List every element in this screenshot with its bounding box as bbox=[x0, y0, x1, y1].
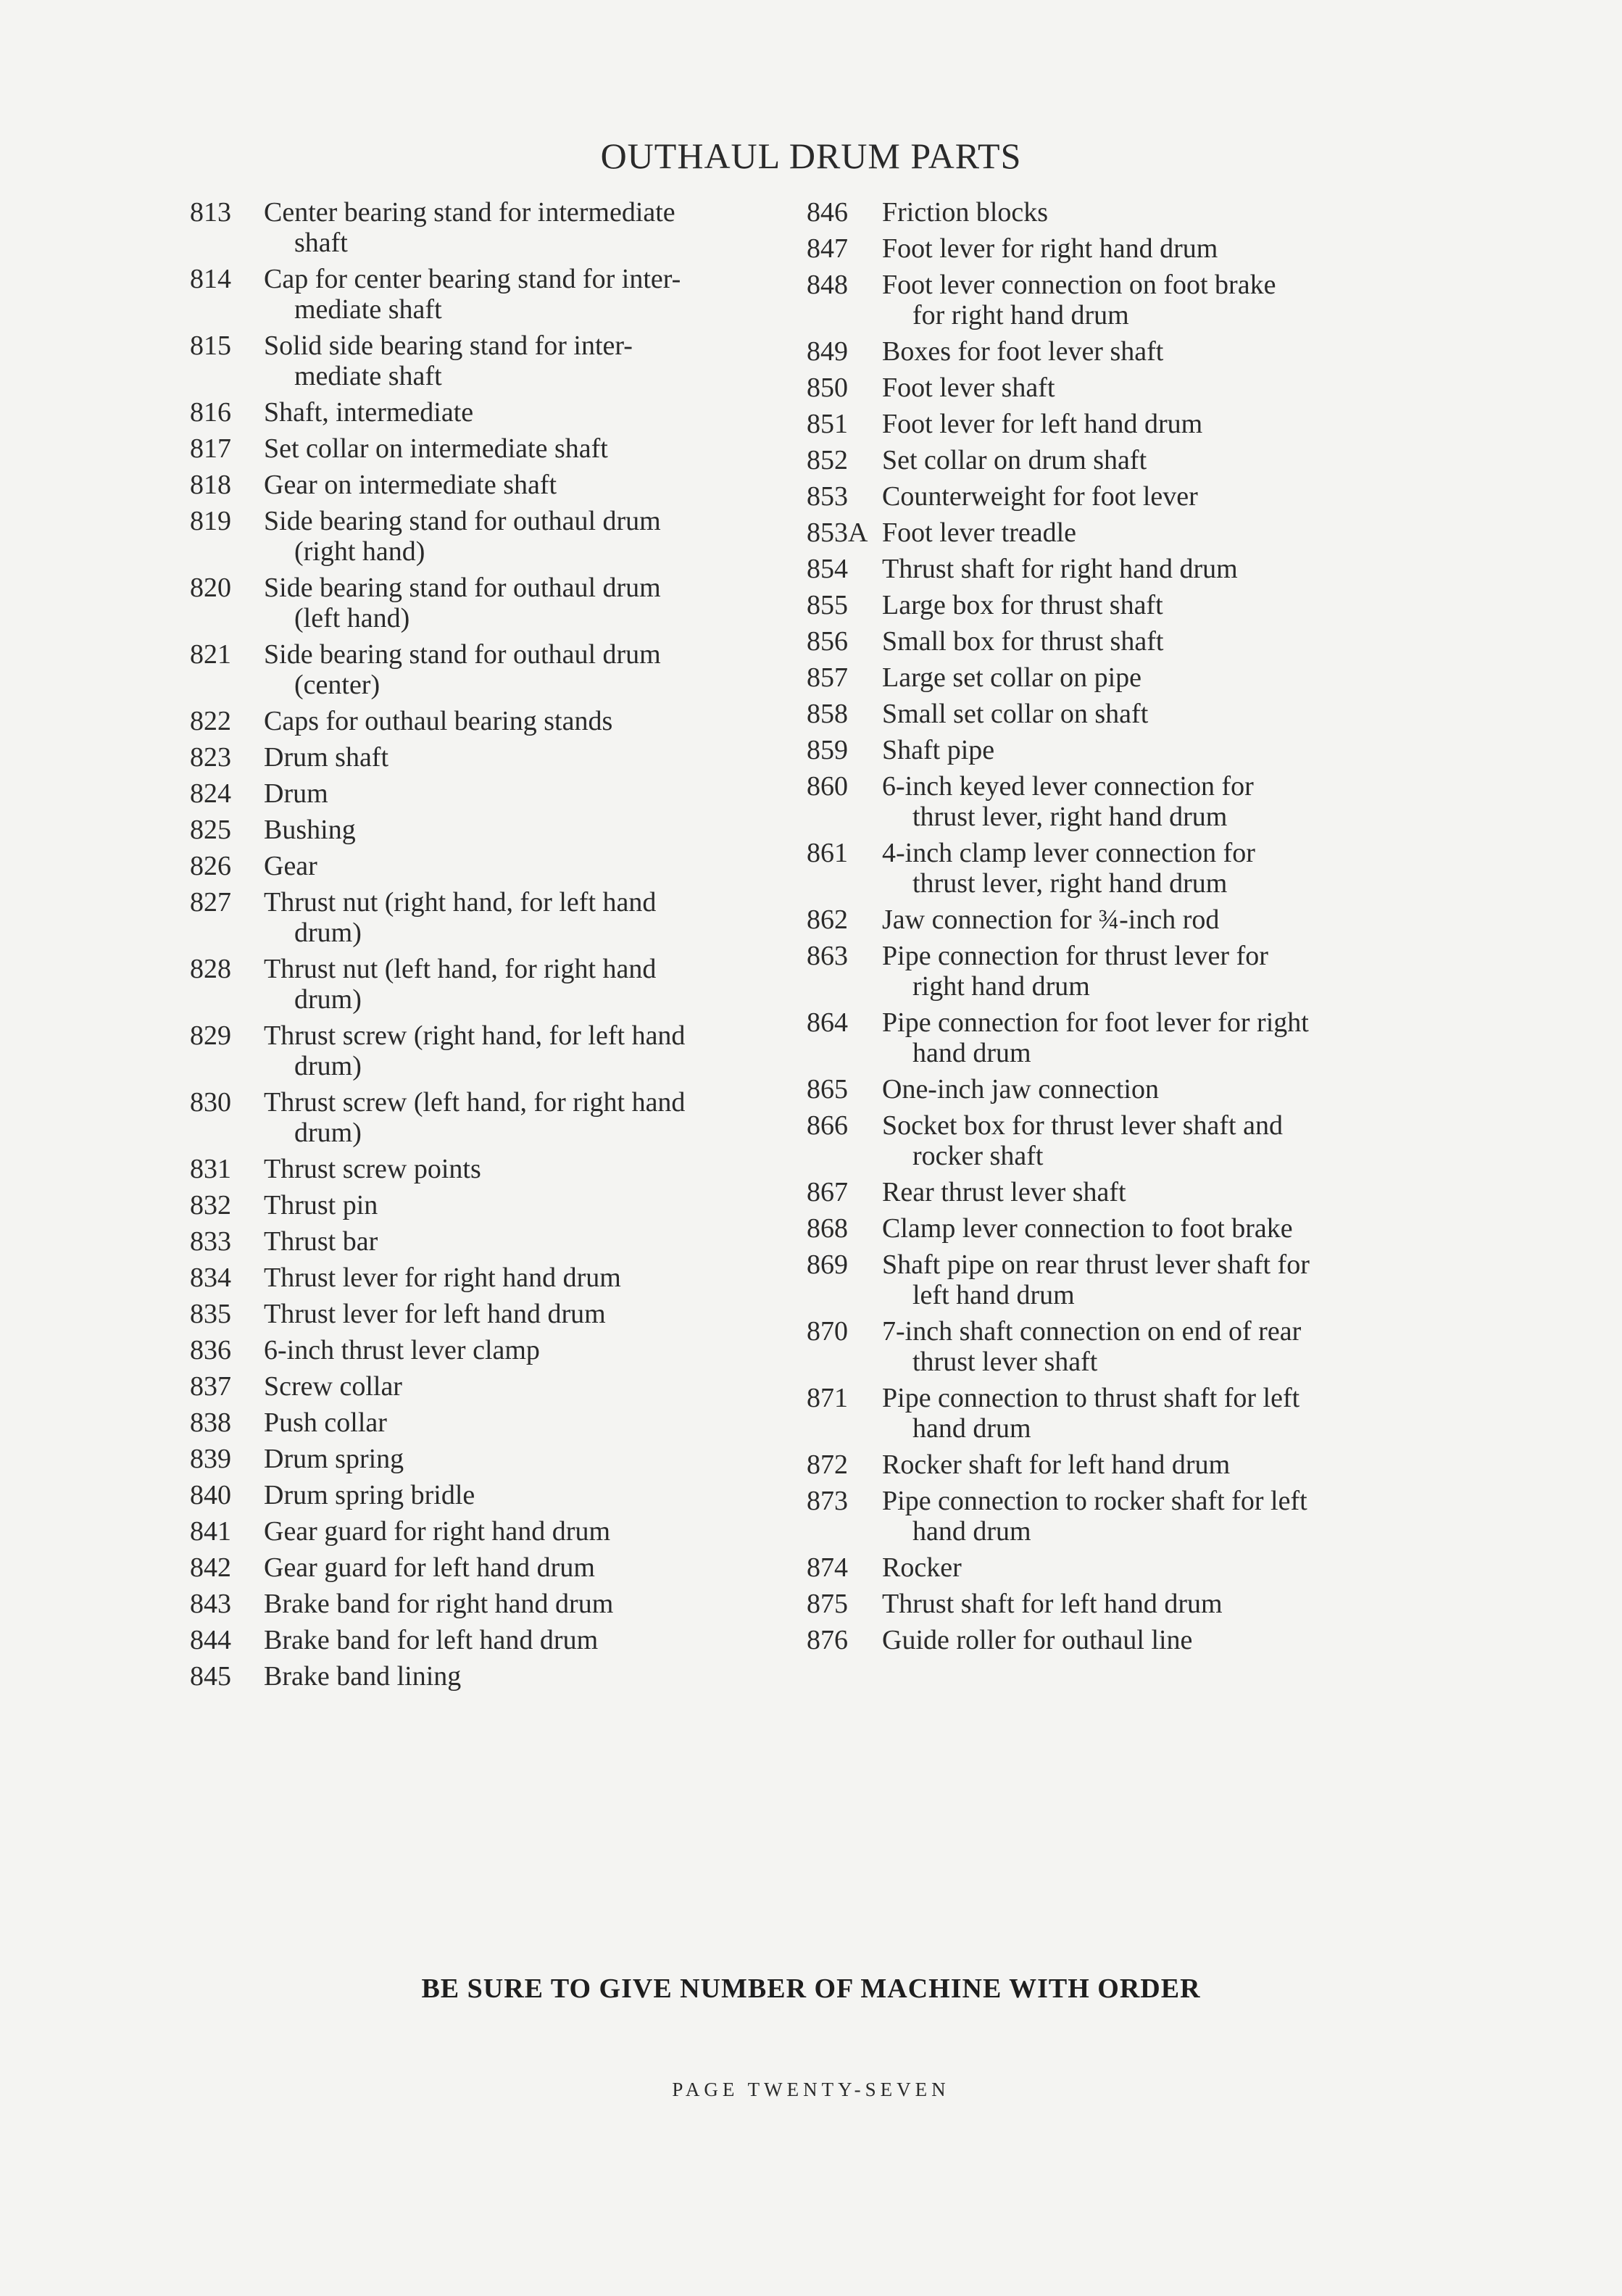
part-entry bbox=[190, 264, 781, 325]
part-entry bbox=[807, 662, 1395, 693]
part-number: 852 bbox=[807, 445, 848, 475]
part-number: 828 bbox=[190, 954, 231, 984]
part-entry bbox=[190, 330, 781, 391]
part-description bbox=[882, 1316, 1395, 1377]
part-description-continuation: for right hand drum bbox=[912, 300, 1129, 330]
part-number: 814 bbox=[190, 264, 231, 294]
part-description-line: Shaft, intermediate bbox=[264, 397, 474, 428]
part-description bbox=[264, 1407, 781, 1438]
part-description-line: 7-inch shaft connection on end of rear bbox=[882, 1316, 1302, 1347]
part-description bbox=[264, 1625, 781, 1655]
part-description bbox=[882, 233, 1395, 264]
part-number: 860 bbox=[807, 771, 848, 802]
part-description bbox=[882, 1213, 1395, 1244]
part-description bbox=[264, 778, 781, 809]
part-description-line: Large box for thrust shaft bbox=[882, 590, 1163, 620]
part-number: 843 bbox=[190, 1589, 231, 1619]
part-number: 872 bbox=[807, 1449, 848, 1480]
part-description bbox=[264, 1154, 781, 1184]
part-entry bbox=[807, 1110, 1395, 1171]
part-number: 869 bbox=[807, 1249, 848, 1280]
part-entry bbox=[807, 1213, 1395, 1244]
part-description-continuation: rocker shaft bbox=[912, 1141, 1044, 1171]
part-number: 870 bbox=[807, 1316, 848, 1347]
part-entry bbox=[807, 373, 1395, 403]
part-description bbox=[882, 626, 1395, 657]
part-entry bbox=[190, 506, 781, 567]
part-description-line: Drum spring bbox=[264, 1444, 404, 1474]
part-entry bbox=[190, 1299, 781, 1329]
part-description bbox=[264, 1263, 781, 1293]
part-description-line: Foot lever connection on foot brake bbox=[882, 270, 1276, 300]
part-description-line: Rocker shaft for left hand drum bbox=[882, 1449, 1231, 1480]
part-entry bbox=[190, 397, 781, 428]
part-number: 844 bbox=[190, 1625, 231, 1655]
part-number: 873 bbox=[807, 1486, 848, 1516]
part-description-line: Thrust shaft for left hand drum bbox=[882, 1589, 1223, 1619]
part-number: 867 bbox=[807, 1177, 848, 1207]
part-description-line: 6-inch keyed lever connection for bbox=[882, 771, 1254, 802]
part-description bbox=[264, 954, 781, 1015]
part-description-line: Small box for thrust shaft bbox=[882, 626, 1164, 657]
parts-list-left bbox=[190, 197, 781, 1697]
part-description bbox=[264, 506, 781, 567]
part-description-line: Rear thrust lever shaft bbox=[882, 1177, 1126, 1207]
part-number: 841 bbox=[190, 1516, 231, 1547]
part-description bbox=[882, 735, 1395, 765]
page-number: PAGE TWENTY-SEVEN bbox=[672, 2079, 950, 2100]
part-number: 829 bbox=[190, 1020, 231, 1051]
part-description-line: Solid side bearing stand for inter- bbox=[264, 330, 633, 361]
part-entry bbox=[807, 1383, 1395, 1444]
part-number: 838 bbox=[190, 1407, 231, 1438]
part-description bbox=[264, 1299, 781, 1329]
part-description-line: Gear on intermediate shaft bbox=[264, 470, 557, 500]
part-entry bbox=[190, 1444, 781, 1474]
part-entry bbox=[807, 1486, 1395, 1547]
part-description-line: Cap for center bearing stand for inter- bbox=[264, 264, 681, 294]
part-description-continuation: (left hand) bbox=[294, 603, 410, 633]
part-entry bbox=[190, 887, 781, 948]
part-number: 849 bbox=[807, 336, 848, 367]
part-entry bbox=[190, 1516, 781, 1547]
part-number: 822 bbox=[190, 706, 231, 736]
part-description-line: Thrust screw (left hand, for right hand bbox=[264, 1087, 686, 1118]
part-number: 861 bbox=[807, 838, 848, 868]
part-entry bbox=[807, 409, 1395, 439]
part-entry bbox=[190, 1226, 781, 1257]
part-entry bbox=[807, 838, 1395, 899]
part-number: 836 bbox=[190, 1335, 231, 1365]
part-number: 858 bbox=[807, 699, 848, 729]
part-description-line: Foot lever shaft bbox=[882, 373, 1055, 403]
part-description bbox=[882, 481, 1395, 512]
part-entry bbox=[190, 1552, 781, 1583]
part-description-continuation: thrust lever shaft bbox=[912, 1347, 1098, 1377]
part-description bbox=[264, 330, 781, 391]
part-description-line: Pipe connection for foot lever for right bbox=[882, 1007, 1309, 1038]
part-description bbox=[882, 1074, 1395, 1105]
part-description-continuation: hand drum bbox=[912, 1038, 1031, 1068]
part-number: 825 bbox=[190, 815, 231, 845]
part-number: 833 bbox=[190, 1226, 231, 1257]
part-number: 850 bbox=[807, 373, 848, 403]
part-description bbox=[264, 1444, 781, 1474]
part-description-line: Pipe connection to thrust shaft for left bbox=[882, 1383, 1300, 1413]
part-entry bbox=[190, 742, 781, 773]
part-description bbox=[882, 838, 1395, 899]
part-description-line: Thrust screw points bbox=[264, 1154, 481, 1184]
part-entry bbox=[807, 233, 1395, 264]
part-description bbox=[882, 554, 1395, 584]
part-description-line: Socket box for thrust lever shaft and bbox=[882, 1110, 1283, 1141]
part-number: 868 bbox=[807, 1213, 848, 1244]
part-number: 815 bbox=[190, 330, 231, 361]
part-description bbox=[264, 1190, 781, 1220]
part-description bbox=[882, 941, 1395, 1002]
part-entry bbox=[190, 851, 781, 881]
part-number: 831 bbox=[190, 1154, 231, 1184]
part-number: 848 bbox=[807, 270, 848, 300]
part-number: 875 bbox=[807, 1589, 848, 1619]
part-description-line: Rocker bbox=[882, 1552, 962, 1583]
part-entry bbox=[190, 1371, 781, 1402]
part-number: 847 bbox=[807, 233, 848, 264]
part-description-line: Thrust screw (right hand, for left hand bbox=[264, 1020, 686, 1051]
part-number: 834 bbox=[190, 1263, 231, 1293]
part-number: 840 bbox=[190, 1480, 231, 1510]
part-description bbox=[264, 1589, 781, 1619]
part-entry bbox=[190, 1190, 781, 1220]
part-entry bbox=[807, 554, 1395, 584]
part-description bbox=[264, 1552, 781, 1583]
part-number: 823 bbox=[190, 742, 231, 773]
part-entry bbox=[807, 445, 1395, 475]
part-description bbox=[882, 1007, 1395, 1068]
part-description-continuation: thrust lever, right hand drum bbox=[912, 868, 1228, 899]
part-description-line: Brake band for left hand drum bbox=[264, 1625, 599, 1655]
part-number: 862 bbox=[807, 904, 848, 935]
part-description bbox=[264, 197, 781, 258]
part-number: 835 bbox=[190, 1299, 231, 1329]
part-number: 813 bbox=[190, 197, 231, 228]
part-description bbox=[882, 517, 1395, 548]
part-description-line: Bushing bbox=[264, 815, 356, 845]
part-entry bbox=[190, 573, 781, 633]
part-number: 839 bbox=[190, 1444, 231, 1474]
part-entry bbox=[807, 1589, 1395, 1619]
part-description-line: 6-inch thrust lever clamp bbox=[264, 1335, 540, 1365]
part-description bbox=[264, 1371, 781, 1402]
part-description-continuation: hand drum bbox=[912, 1413, 1031, 1444]
part-description-line: Thrust bar bbox=[264, 1226, 378, 1257]
part-description-continuation: left hand drum bbox=[912, 1280, 1075, 1310]
part-number: 855 bbox=[807, 590, 848, 620]
part-entry bbox=[807, 1177, 1395, 1207]
part-description bbox=[264, 264, 781, 325]
part-description bbox=[882, 270, 1395, 330]
part-description-line: Pipe connection to rocker shaft for left bbox=[882, 1486, 1307, 1516]
part-description-continuation: drum) bbox=[294, 1051, 362, 1081]
part-entry bbox=[807, 1316, 1395, 1377]
part-number: 863 bbox=[807, 941, 848, 971]
part-description-line: Thrust lever for right hand drum bbox=[264, 1263, 621, 1293]
part-description-line: Friction blocks bbox=[882, 197, 1049, 228]
part-description-line: Counterweight for foot lever bbox=[882, 481, 1198, 512]
part-number: 819 bbox=[190, 506, 231, 536]
part-entry bbox=[190, 706, 781, 736]
part-entry bbox=[807, 699, 1395, 729]
part-number: 856 bbox=[807, 626, 848, 657]
part-number: 837 bbox=[190, 1371, 231, 1402]
part-entry bbox=[190, 954, 781, 1015]
parts-list-right bbox=[807, 197, 1395, 1661]
part-number: 832 bbox=[190, 1190, 231, 1220]
part-entry bbox=[807, 1625, 1395, 1655]
part-entry bbox=[807, 517, 1395, 548]
part-entry bbox=[190, 639, 781, 700]
part-description-continuation: right hand drum bbox=[912, 971, 1090, 1002]
part-description bbox=[264, 887, 781, 948]
part-entry bbox=[807, 481, 1395, 512]
part-entry bbox=[807, 1007, 1395, 1068]
part-description-line: Screw collar bbox=[264, 1371, 402, 1402]
part-description bbox=[882, 699, 1395, 729]
part-description-line: Boxes for foot lever shaft bbox=[882, 336, 1164, 367]
part-number: 853A bbox=[807, 517, 868, 548]
part-description-line: Drum spring bridle bbox=[264, 1480, 475, 1510]
part-description bbox=[882, 445, 1395, 475]
part-description-line: Center bearing stand for intermediate bbox=[264, 197, 675, 228]
part-description-line: Gear guard for right hand drum bbox=[264, 1516, 611, 1547]
part-description-line: Foot lever treadle bbox=[882, 517, 1077, 548]
part-entry bbox=[190, 1020, 781, 1081]
part-entry bbox=[807, 1074, 1395, 1105]
part-description-line: Large set collar on pipe bbox=[882, 662, 1142, 693]
part-description bbox=[264, 1226, 781, 1257]
part-description bbox=[264, 706, 781, 736]
part-description bbox=[882, 1552, 1395, 1583]
part-entry bbox=[807, 1449, 1395, 1480]
part-entry bbox=[190, 1407, 781, 1438]
part-description-line: Side bearing stand for outhaul drum bbox=[264, 573, 661, 603]
part-description-line: Gear bbox=[264, 851, 317, 881]
part-description bbox=[264, 742, 781, 773]
part-description-line: Thrust pin bbox=[264, 1190, 378, 1220]
part-description-line: Thrust shaft for right hand drum bbox=[882, 554, 1238, 584]
part-description bbox=[882, 904, 1395, 935]
part-number: 876 bbox=[807, 1625, 848, 1655]
part-description-line: Pipe connection for thrust lever for bbox=[882, 941, 1268, 971]
part-entry bbox=[190, 1154, 781, 1184]
part-number: 866 bbox=[807, 1110, 848, 1141]
part-description-continuation: mediate shaft bbox=[294, 361, 442, 391]
part-number: 857 bbox=[807, 662, 848, 693]
part-description bbox=[882, 590, 1395, 620]
part-number: 816 bbox=[190, 397, 231, 428]
part-description-line: Thrust nut (right hand, for left hand bbox=[264, 887, 657, 918]
part-entry bbox=[807, 336, 1395, 367]
part-description-continuation: drum) bbox=[294, 1118, 362, 1148]
part-description bbox=[882, 1177, 1395, 1207]
part-entry bbox=[190, 470, 781, 500]
part-entry bbox=[190, 1263, 781, 1293]
part-entry bbox=[807, 270, 1395, 330]
part-entry bbox=[807, 626, 1395, 657]
part-entry bbox=[807, 941, 1395, 1002]
part-description bbox=[882, 1589, 1395, 1619]
part-description-line: Set collar on drum shaft bbox=[882, 445, 1147, 475]
part-description bbox=[264, 470, 781, 500]
part-description bbox=[264, 433, 781, 464]
part-entry bbox=[190, 1661, 781, 1692]
part-number: 865 bbox=[807, 1074, 848, 1105]
part-description bbox=[882, 1449, 1395, 1480]
page-title: OUTHAUL DRUM PARTS bbox=[600, 136, 1022, 176]
part-description-line: Thrust lever for left hand drum bbox=[264, 1299, 606, 1329]
part-description bbox=[264, 397, 781, 428]
part-description-line: Shaft pipe bbox=[882, 735, 995, 765]
part-number: 851 bbox=[807, 409, 848, 439]
part-description bbox=[264, 1020, 781, 1081]
part-description-continuation: thrust lever, right hand drum bbox=[912, 802, 1228, 832]
part-entry bbox=[807, 197, 1395, 228]
part-number: 830 bbox=[190, 1087, 231, 1118]
part-description bbox=[882, 197, 1395, 228]
part-entry bbox=[807, 904, 1395, 935]
part-number: 817 bbox=[190, 433, 231, 464]
part-description-line: Push collar bbox=[264, 1407, 387, 1438]
part-description bbox=[264, 815, 781, 845]
part-entry bbox=[190, 778, 781, 809]
part-description bbox=[264, 639, 781, 700]
part-description bbox=[882, 1383, 1395, 1444]
part-entry bbox=[807, 735, 1395, 765]
part-number: 846 bbox=[807, 197, 848, 228]
part-description bbox=[264, 1335, 781, 1365]
part-description-line: Foot lever for left hand drum bbox=[882, 409, 1203, 439]
part-number: 820 bbox=[190, 573, 231, 603]
part-entry bbox=[807, 590, 1395, 620]
part-entry bbox=[807, 1249, 1395, 1310]
part-description-line: Side bearing stand for outhaul drum bbox=[264, 639, 661, 670]
part-entry bbox=[190, 197, 781, 258]
part-number: 821 bbox=[190, 639, 231, 670]
part-entry bbox=[190, 1480, 781, 1510]
part-entry bbox=[807, 771, 1395, 832]
part-description bbox=[882, 1249, 1395, 1310]
part-description-line: Caps for outhaul bearing stands bbox=[264, 706, 613, 736]
part-entry bbox=[190, 1625, 781, 1655]
part-description-line: Brake band lining bbox=[264, 1661, 462, 1692]
part-number: 826 bbox=[190, 851, 231, 881]
part-description-line: Side bearing stand for outhaul drum bbox=[264, 506, 661, 536]
part-description bbox=[882, 1486, 1395, 1547]
part-entry bbox=[190, 815, 781, 845]
part-description bbox=[264, 1516, 781, 1547]
part-description-continuation: shaft bbox=[294, 228, 348, 258]
part-description bbox=[264, 851, 781, 881]
part-number: 827 bbox=[190, 887, 231, 918]
part-description bbox=[264, 1087, 781, 1148]
part-description-line: Drum bbox=[264, 778, 328, 809]
part-description-line: Foot lever for right hand drum bbox=[882, 233, 1218, 264]
part-number: 854 bbox=[807, 554, 848, 584]
part-description-line: Shaft pipe on rear thrust lever shaft for bbox=[882, 1249, 1310, 1280]
part-description-continuation: mediate shaft bbox=[294, 294, 442, 325]
part-description bbox=[882, 662, 1395, 693]
part-description-line: Jaw connection for ¾-inch rod bbox=[882, 904, 1220, 935]
part-description-continuation: hand drum bbox=[912, 1516, 1031, 1547]
part-description-line: Set collar on intermediate shaft bbox=[264, 433, 608, 464]
part-entry bbox=[190, 1335, 781, 1365]
part-description bbox=[882, 771, 1395, 832]
part-description bbox=[264, 1480, 781, 1510]
part-entry bbox=[190, 1087, 781, 1148]
part-entry bbox=[807, 1552, 1395, 1583]
part-description-line: Thrust nut (left hand, for right hand bbox=[264, 954, 657, 984]
part-description bbox=[264, 573, 781, 633]
part-description bbox=[264, 1661, 781, 1692]
part-description-line: Clamp lever connection to foot brake bbox=[882, 1213, 1293, 1244]
part-description-continuation: drum) bbox=[294, 918, 362, 948]
part-description bbox=[882, 1110, 1395, 1171]
part-number: 853 bbox=[807, 481, 848, 512]
part-number: 864 bbox=[807, 1007, 848, 1038]
part-description bbox=[882, 373, 1395, 403]
part-entry bbox=[190, 1589, 781, 1619]
part-description-continuation: drum) bbox=[294, 984, 362, 1015]
part-number: 859 bbox=[807, 735, 848, 765]
part-description-continuation: (center) bbox=[294, 670, 380, 700]
part-description-line: 4-inch clamp lever connection for bbox=[882, 838, 1255, 868]
part-number: 845 bbox=[190, 1661, 231, 1692]
part-number: 818 bbox=[190, 470, 231, 500]
order-notice: BE SURE TO GIVE NUMBER OF MACHINE WITH ORDER bbox=[421, 1973, 1201, 2004]
part-description-line: Gear guard for left hand drum bbox=[264, 1552, 595, 1583]
part-entry bbox=[190, 433, 781, 464]
part-description-line: Brake band for right hand drum bbox=[264, 1589, 614, 1619]
part-description-line: Small set collar on shaft bbox=[882, 699, 1149, 729]
part-number: 874 bbox=[807, 1552, 848, 1583]
part-description bbox=[882, 409, 1395, 439]
part-description bbox=[882, 336, 1395, 367]
part-description bbox=[882, 1625, 1395, 1655]
part-number: 842 bbox=[190, 1552, 231, 1583]
part-description-line: One-inch jaw connection bbox=[882, 1074, 1159, 1105]
part-description-line: Guide roller for outhaul line bbox=[882, 1625, 1193, 1655]
part-description-line: Drum shaft bbox=[264, 742, 389, 773]
part-number: 871 bbox=[807, 1383, 848, 1413]
part-description-continuation: (right hand) bbox=[294, 536, 425, 567]
part-number: 824 bbox=[190, 778, 231, 809]
